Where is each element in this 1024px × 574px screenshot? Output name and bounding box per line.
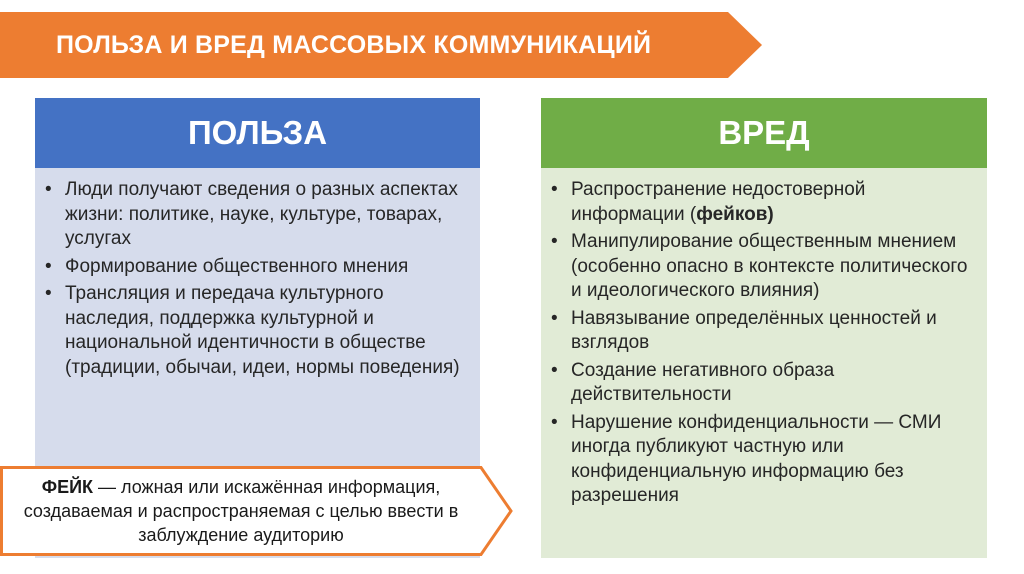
fake-term: ФЕЙК [41,477,94,497]
list-item: • Формирование общественного мнения [43,255,466,280]
bullet-icon: • [551,231,558,252]
fakes-term: фейков) [696,203,774,225]
bullet-icon: • [551,411,558,433]
harm-header: ВРЕД [541,98,987,168]
list-item: • Создание негативного образа действительности [551,359,835,405]
list-item: • Люди получают сведения о разных аспектах жизни: политике, науке, культуре, товарах, услугах [45,179,458,249]
bullet-icon: • [45,179,52,200]
bullet-icon: • [551,307,558,329]
fake-definition: ФЕЙК — ложная или искажённая информация, создаваемая и распространяемая с целью ввести в заблуждение аудиторию [23,477,459,545]
slide-title: ПОЛЬЗА И ВРЕД МАССОВЫХ КОММУНИКАЦИЙ [56,31,652,59]
list-item: • Распространение недостоверной информации (фейков) [551,179,866,225]
fake-definition-callout [0,466,513,556]
bullet-icon: • [45,255,52,277]
list-item: • Манипулирование общественным мнением (особенно опасно в контексте политического и идеологического влияния) [551,231,968,301]
bullet-icon: • [45,283,52,304]
benefit-header: ПОЛЬЗА [35,98,480,168]
harm-column [541,98,987,558]
harm-list [541,168,987,509]
list-item: • Нарушение конфиденциальности — СМИ иногда публикуют частную или конфиденциальную информацию без разрешения [551,411,942,506]
harm-body [541,168,987,558]
benefit-list [35,168,480,380]
bullet-icon: • [551,359,558,381]
title-banner [0,12,762,78]
bullet-icon: • [551,179,558,200]
list-item: • Трансляция и передача культурного наследия, поддержка культурной и национальной идентичности в обществе (традиции, обычаи, идеи, нормы поведения) [45,283,460,378]
list-item: • Навязывание определённых ценностей и взглядов [551,307,937,353]
